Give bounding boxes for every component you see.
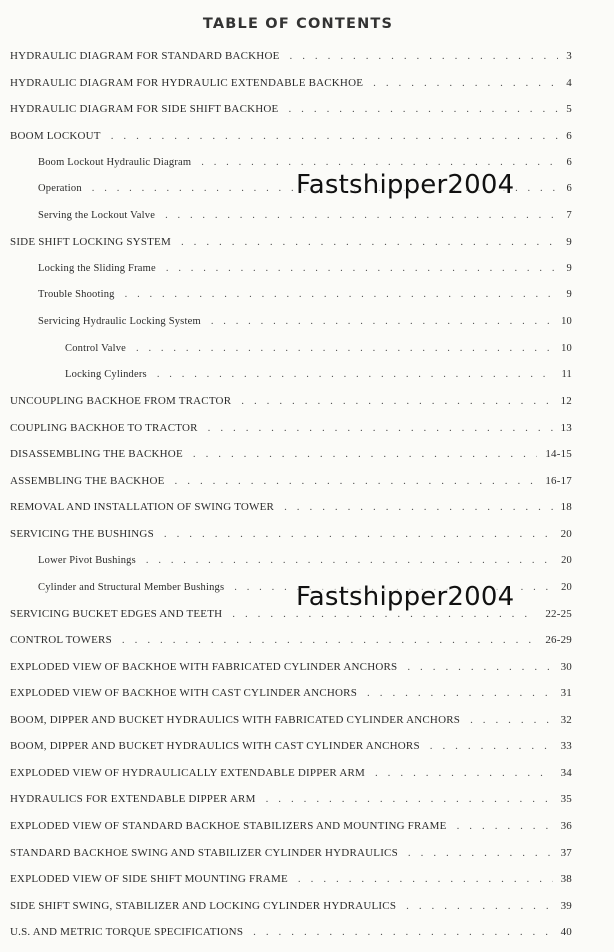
toc-entry-page-number: 16-17 [545, 474, 572, 487]
dot-leader [290, 50, 559, 62]
toc-entry [38, 285, 572, 305]
toc-entry-page-number: 20 [560, 527, 572, 540]
dot-leader [157, 369, 554, 380]
toc-entry-page-number: 30 [560, 660, 572, 673]
toc-entry-page-number: 35 [560, 793, 572, 806]
toc-entry-label: COUPLING BACKHOE TO TRACTOR [10, 421, 198, 434]
toc-entry [10, 126, 572, 146]
toc-entry-label: Locking Cylinders [65, 369, 147, 381]
dot-leader [146, 555, 553, 566]
toc-entry [10, 524, 572, 544]
toc-entry [10, 391, 572, 411]
toc-entry-page-number: 12 [560, 395, 572, 408]
toc-entry [10, 869, 572, 889]
toc-entry-label: EXPLODED VIEW OF HYDRAULICALLY EXTENDABLE DIPPER ARM [10, 766, 365, 779]
toc-entry-page-number: 18 [560, 501, 572, 514]
toc-entry-page-number: 10 [561, 342, 572, 354]
toc-entry [10, 657, 572, 677]
dot-leader [407, 661, 552, 673]
toc-entry [10, 497, 572, 517]
toc-entry-page-number: 31 [560, 687, 572, 700]
toc-entry-page-number: 20 [561, 581, 572, 593]
toc-entry [10, 816, 572, 836]
toc-entry-page-number: 9 [566, 262, 572, 274]
toc-entry [38, 205, 572, 225]
toc-entry-page-number: 6 [566, 183, 572, 195]
dot-leader [375, 767, 553, 779]
toc-entry-label: SERVICING BUCKET EDGES AND TEETH [10, 607, 223, 620]
toc-entry-label: HYDRAULIC DIAGRAM FOR STANDARD BACKHOE [10, 50, 280, 62]
toc-entry [10, 736, 572, 756]
dot-leader [406, 900, 552, 912]
dot-leader [367, 687, 553, 699]
dot-leader [298, 873, 553, 885]
toc-entry-page-number: 7 [566, 209, 572, 221]
toc-entry-label: Servicing Hydraulic Locking System [38, 316, 201, 327]
toc-entry [10, 683, 572, 703]
toc-entry [38, 550, 572, 570]
toc-entry-label: Serving the Lockout Valve [38, 209, 156, 221]
dot-leader [373, 77, 558, 89]
toc-entry-page-number: 14-15 [545, 448, 572, 461]
dot-leader [430, 740, 553, 752]
toc-entry-page-number: 4 [566, 76, 572, 89]
toc-entry [38, 312, 572, 332]
toc-entry-page-number: 6 [566, 129, 572, 142]
toc-entry-label: Boom Lockout Hydraulic Diagram [38, 156, 192, 168]
toc-entry [10, 763, 572, 783]
toc-entry-label: SIDE SHIFT LOCKING SYSTEM [10, 235, 171, 248]
dot-leader [175, 475, 538, 487]
toc-entry-label: BOOM, DIPPER AND BUCKET HYDRAULICS WITH FABRICATED CYLINDER ANCHORS [10, 713, 461, 726]
dot-leader [201, 157, 558, 168]
toc-entry-page-number: 3 [566, 50, 572, 62]
dot-leader [408, 847, 553, 859]
toc-entry-page-number: 9 [566, 289, 572, 301]
toc-entry-label: SERVICING THE BUSHINGS [10, 527, 154, 540]
toc-entry-label: DISASSEMBLING THE BACKHOE [10, 448, 183, 461]
dot-leader [470, 714, 553, 726]
dot-leader [266, 793, 553, 805]
toc-entry-page-number: 22-25 [545, 607, 572, 620]
toc-entry-label: Control Valve [65, 342, 127, 354]
dot-leader [193, 448, 537, 460]
toc-entry-page-number: 20 [561, 554, 572, 566]
toc-entry-label: CONTROL TOWERS [10, 634, 112, 647]
toc-entry-page-number: 26-29 [545, 634, 572, 647]
toc-entry-page-number: 6 [566, 156, 572, 168]
dot-leader [288, 103, 558, 115]
toc-entry-page-number: 39 [560, 899, 572, 912]
watermark-text: Fastshipper2004 [296, 582, 515, 612]
dot-leader [211, 316, 553, 327]
toc-entry-label: HYDRAULICS FOR EXTENDABLE DIPPER ARM [10, 793, 256, 806]
toc-entry-page-number: 33 [560, 740, 572, 753]
toc-entry-label: BOOM LOCKOUT [10, 129, 101, 142]
toc-entry-label: Cylinder and Structural Member Bushings [38, 581, 225, 593]
toc-entry-page-number: 9 [566, 235, 572, 248]
toc-entry-page-number: 36 [560, 819, 572, 832]
toc-entry-label: EXPLODED VIEW OF BACKHOE WITH FABRICATED CYLINDER ANCHORS [10, 660, 398, 673]
dot-leader [253, 926, 552, 938]
toc-entry-label: HYDRAULIC DIAGRAM FOR SIDE SHIFT BACKHOE [10, 103, 279, 116]
toc-entry-page-number: 32 [560, 713, 572, 726]
toc-entry-label: SIDE SHIFT SWING, STABILIZER AND LOCKING CYLINDER HYDRAULICS [10, 899, 397, 912]
dot-leader [136, 343, 553, 354]
toc-entry [65, 365, 572, 385]
toc-entry [10, 418, 572, 438]
toc-entry-page-number: 13 [560, 421, 572, 434]
toc-entry-page-number: 11 [561, 369, 572, 381]
dot-leader [208, 422, 553, 434]
toc-entry [10, 843, 572, 863]
toc-entry-label: BOOM, DIPPER AND BUCKET HYDRAULICS WITH CAST CYLINDER ANCHORS [10, 740, 420, 753]
dot-leader [181, 236, 558, 248]
toc-entry [10, 789, 572, 809]
toc-entry [10, 444, 572, 464]
toc-entry [10, 46, 572, 66]
dot-leader [166, 263, 559, 274]
toc-entry-label: Operation [38, 183, 82, 195]
toc-entry-label: ASSEMBLING THE BACKHOE [10, 474, 165, 487]
toc-entry [10, 99, 572, 119]
toc-entry-page-number: 5 [566, 103, 572, 116]
toc-entry-page-number: 37 [560, 846, 572, 859]
toc-entry-label: REMOVAL AND INSTALLATION OF SWING TOWER [10, 501, 275, 514]
dot-leader [164, 528, 553, 540]
toc-entry-page-number: 38 [560, 873, 572, 886]
dot-leader [457, 820, 553, 832]
dot-leader [111, 130, 559, 142]
dot-leader [241, 395, 552, 407]
toc-entry [10, 73, 572, 93]
toc-entry [65, 338, 572, 358]
toc-entry-label: EXPLODED VIEW OF SIDE SHIFT MOUNTING FRAME [10, 873, 288, 886]
toc-entry-label: STANDARD BACKHOE SWING AND STABILIZER CYLINDER HYDRAULICS [10, 846, 398, 859]
toc-entry [10, 922, 572, 942]
toc-entry [10, 630, 572, 650]
dot-leader [125, 289, 559, 300]
toc-entry [10, 232, 572, 252]
dot-leader [284, 501, 553, 513]
toc-entry-page-number: 34 [560, 766, 572, 779]
toc-entry-page-number: 10 [561, 316, 572, 327]
toc-entry [38, 258, 572, 278]
toc-entry-label: Trouble Shooting [38, 289, 115, 301]
toc-entry-label: HYDRAULIC DIAGRAM FOR HYDRAULIC EXTENDABLE BACKHOE [10, 76, 364, 89]
toc-entry-label: U.S. AND METRIC TORQUE SPECIFICATIONS [10, 926, 244, 939]
toc-entry-label: EXPLODED VIEW OF STANDARD BACKHOE STABILIZERS AND MOUNTING FRAME [10, 819, 447, 832]
page-title: TABLE OF CONTENTS [202, 16, 394, 32]
toc-entry [10, 471, 572, 491]
toc-entry-label: Lower Pivot Bushings [38, 554, 136, 566]
toc-entry [10, 896, 572, 916]
dot-leader [165, 210, 558, 221]
watermark-text: Fastshipper2004 [296, 170, 515, 200]
toc-entry-label: EXPLODED VIEW OF BACKHOE WITH CAST CYLINDER ANCHORS [10, 687, 358, 700]
toc-entry-label: Locking the Sliding Frame [38, 262, 156, 274]
toc-entry [10, 710, 572, 730]
toc-entry-page-number: 40 [560, 926, 572, 939]
toc-entry-label: UNCOUPLING BACKHOE FROM TRACTOR [10, 395, 232, 408]
dot-leader [122, 634, 537, 646]
